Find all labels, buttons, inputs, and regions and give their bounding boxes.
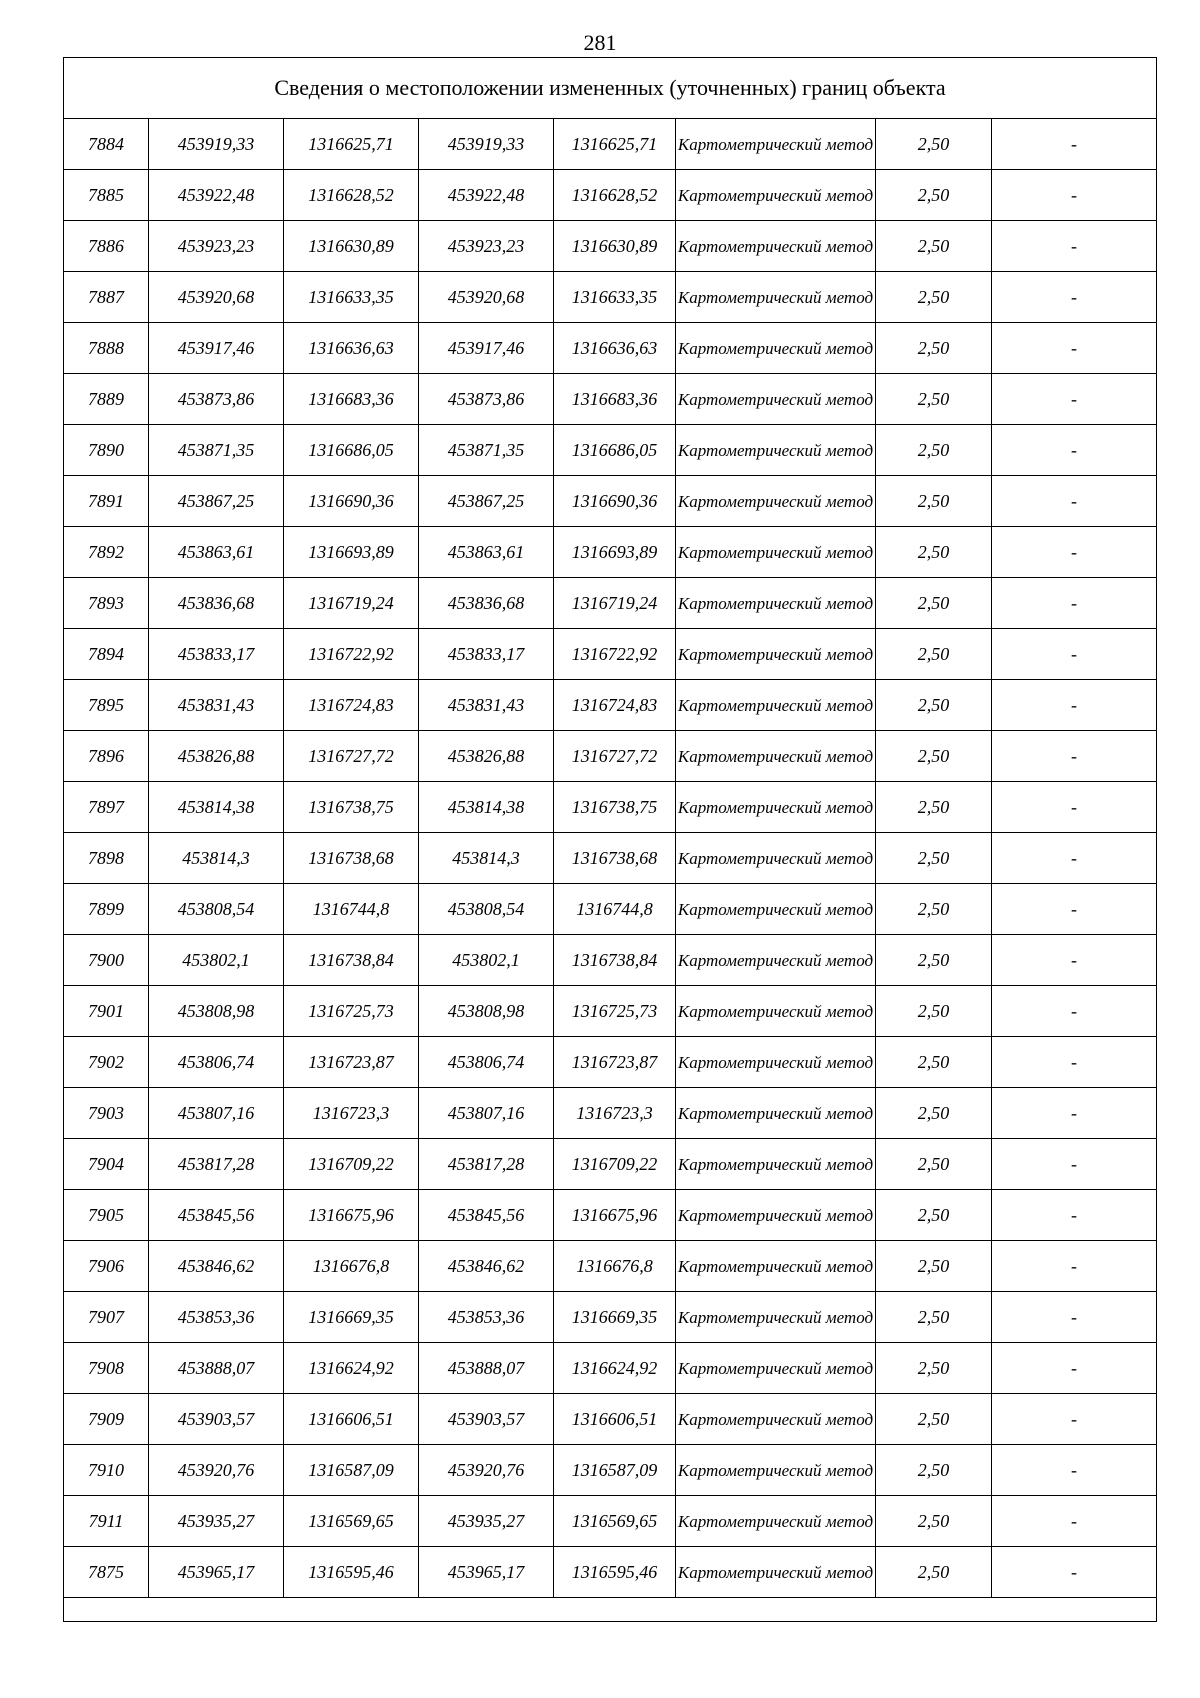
y-existing-cell: 1316738,75 xyxy=(284,782,419,833)
table-row xyxy=(64,731,1157,782)
x-existing-cell: 453965,17 xyxy=(149,1547,284,1598)
point-number-cell: 7902 xyxy=(64,1037,149,1088)
accuracy-cell: 2,50 xyxy=(876,527,992,578)
x-new-cell: 453917,46 xyxy=(419,323,554,374)
y-new-cell: 1316624,92 xyxy=(554,1343,676,1394)
point-number-cell: 7893 xyxy=(64,578,149,629)
method-cell: Картометрический метод xyxy=(676,578,876,629)
x-existing-cell: 453814,38 xyxy=(149,782,284,833)
y-new-cell: 1316693,89 xyxy=(554,527,676,578)
description-cell: - xyxy=(992,1241,1157,1292)
y-existing-cell: 1316727,72 xyxy=(284,731,419,782)
method-cell: Картометрический метод xyxy=(676,119,876,170)
y-existing-cell: 1316709,22 xyxy=(284,1139,419,1190)
x-new-cell: 453853,36 xyxy=(419,1292,554,1343)
point-number-cell: 7907 xyxy=(64,1292,149,1343)
x-new-cell: 453920,68 xyxy=(419,272,554,323)
x-existing-cell: 453923,23 xyxy=(149,221,284,272)
table-row xyxy=(64,170,1157,221)
y-existing-cell: 1316722,92 xyxy=(284,629,419,680)
y-new-cell: 1316595,46 xyxy=(554,1547,676,1598)
accuracy-cell: 2,50 xyxy=(876,1394,992,1445)
y-new-cell: 1316723,87 xyxy=(554,1037,676,1088)
point-number-cell: 7901 xyxy=(64,986,149,1037)
y-existing-cell: 1316595,46 xyxy=(284,1547,419,1598)
x-existing-cell: 453917,46 xyxy=(149,323,284,374)
x-existing-cell: 453903,57 xyxy=(149,1394,284,1445)
point-number-cell: 7910 xyxy=(64,1445,149,1496)
accuracy-cell: 2,50 xyxy=(876,1088,992,1139)
x-existing-cell: 453920,76 xyxy=(149,1445,284,1496)
method-cell: Картометрический метод xyxy=(676,1496,876,1547)
description-cell: - xyxy=(992,884,1157,935)
y-existing-cell: 1316636,63 xyxy=(284,323,419,374)
x-new-cell: 453814,3 xyxy=(419,833,554,884)
point-number-cell: 7875 xyxy=(64,1547,149,1598)
y-new-cell: 1316683,36 xyxy=(554,374,676,425)
y-existing-cell: 1316719,24 xyxy=(284,578,419,629)
y-existing-cell: 1316738,84 xyxy=(284,935,419,986)
table-row xyxy=(64,935,1157,986)
y-existing-cell: 1316723,3 xyxy=(284,1088,419,1139)
accuracy-cell: 2,50 xyxy=(876,1037,992,1088)
x-new-cell: 453845,56 xyxy=(419,1190,554,1241)
accuracy-cell: 2,50 xyxy=(876,323,992,374)
y-existing-cell: 1316723,87 xyxy=(284,1037,419,1088)
accuracy-cell: 2,50 xyxy=(876,170,992,221)
boundary-coordinates-table xyxy=(63,57,1157,1622)
table-row xyxy=(64,884,1157,935)
table-empty-row xyxy=(64,1598,1157,1622)
x-new-cell: 453888,07 xyxy=(419,1343,554,1394)
y-new-cell: 1316606,51 xyxy=(554,1394,676,1445)
point-number-cell: 7888 xyxy=(64,323,149,374)
point-number-cell: 7894 xyxy=(64,629,149,680)
y-existing-cell: 1316724,83 xyxy=(284,680,419,731)
method-cell: Картометрический метод xyxy=(676,476,876,527)
y-existing-cell: 1316628,52 xyxy=(284,170,419,221)
method-cell: Картометрический метод xyxy=(676,323,876,374)
x-existing-cell: 453863,61 xyxy=(149,527,284,578)
y-new-cell: 1316738,68 xyxy=(554,833,676,884)
y-new-cell: 1316725,73 xyxy=(554,986,676,1037)
accuracy-cell: 2,50 xyxy=(876,680,992,731)
table-row xyxy=(64,680,1157,731)
point-number-cell: 7908 xyxy=(64,1343,149,1394)
y-new-cell: 1316676,8 xyxy=(554,1241,676,1292)
point-number-cell: 7909 xyxy=(64,1394,149,1445)
x-existing-cell: 453853,36 xyxy=(149,1292,284,1343)
accuracy-cell: 2,50 xyxy=(876,1241,992,1292)
point-number-cell: 7899 xyxy=(64,884,149,935)
point-number-cell: 7886 xyxy=(64,221,149,272)
x-new-cell: 453806,74 xyxy=(419,1037,554,1088)
description-cell: - xyxy=(992,1139,1157,1190)
x-existing-cell: 453867,25 xyxy=(149,476,284,527)
x-existing-cell: 453826,88 xyxy=(149,731,284,782)
x-existing-cell: 453920,68 xyxy=(149,272,284,323)
table-row xyxy=(64,578,1157,629)
table-row xyxy=(64,1343,1157,1394)
y-new-cell: 1316630,89 xyxy=(554,221,676,272)
table-row xyxy=(64,221,1157,272)
method-cell: Картометрический метод xyxy=(676,1241,876,1292)
y-existing-cell: 1316686,05 xyxy=(284,425,419,476)
y-new-cell: 1316669,35 xyxy=(554,1292,676,1343)
table-row xyxy=(64,1496,1157,1547)
x-new-cell: 453965,17 xyxy=(419,1547,554,1598)
description-cell: - xyxy=(992,935,1157,986)
point-number-cell: 7905 xyxy=(64,1190,149,1241)
x-new-cell: 453846,62 xyxy=(419,1241,554,1292)
point-number-cell: 7897 xyxy=(64,782,149,833)
point-number-cell: 7896 xyxy=(64,731,149,782)
x-existing-cell: 453871,35 xyxy=(149,425,284,476)
x-new-cell: 453831,43 xyxy=(419,680,554,731)
method-cell: Картометрический метод xyxy=(676,629,876,680)
description-cell: - xyxy=(992,374,1157,425)
x-new-cell: 453871,35 xyxy=(419,425,554,476)
description-cell: - xyxy=(992,680,1157,731)
method-cell: Картометрический метод xyxy=(676,731,876,782)
accuracy-cell: 2,50 xyxy=(876,833,992,884)
x-existing-cell: 453922,48 xyxy=(149,170,284,221)
table-row xyxy=(64,374,1157,425)
point-number-cell: 7885 xyxy=(64,170,149,221)
x-existing-cell: 453807,16 xyxy=(149,1088,284,1139)
x-new-cell: 453867,25 xyxy=(419,476,554,527)
table-row xyxy=(64,272,1157,323)
y-new-cell: 1316738,75 xyxy=(554,782,676,833)
y-existing-cell: 1316630,89 xyxy=(284,221,419,272)
table-row xyxy=(64,986,1157,1037)
y-existing-cell: 1316744,8 xyxy=(284,884,419,935)
point-number-cell: 7900 xyxy=(64,935,149,986)
x-new-cell: 453833,17 xyxy=(419,629,554,680)
y-new-cell: 1316636,63 xyxy=(554,323,676,374)
y-existing-cell: 1316676,8 xyxy=(284,1241,419,1292)
accuracy-cell: 2,50 xyxy=(876,935,992,986)
y-existing-cell: 1316606,51 xyxy=(284,1394,419,1445)
method-cell: Картометрический метод xyxy=(676,221,876,272)
x-existing-cell: 453935,27 xyxy=(149,1496,284,1547)
description-cell: - xyxy=(992,170,1157,221)
description-cell: - xyxy=(992,1445,1157,1496)
table-row xyxy=(64,527,1157,578)
page-number: 281 xyxy=(583,30,617,55)
description-cell: - xyxy=(992,1394,1157,1445)
table-row xyxy=(64,1241,1157,1292)
method-cell: Картометрический метод xyxy=(676,1190,876,1241)
method-cell: Картометрический метод xyxy=(676,884,876,935)
point-number-cell: 7911 xyxy=(64,1496,149,1547)
y-existing-cell: 1316738,68 xyxy=(284,833,419,884)
y-new-cell: 1316686,05 xyxy=(554,425,676,476)
y-existing-cell: 1316675,96 xyxy=(284,1190,419,1241)
description-cell: - xyxy=(992,272,1157,323)
method-cell: Картометрический метод xyxy=(676,1139,876,1190)
table-title-row xyxy=(64,58,1157,119)
x-new-cell: 453807,16 xyxy=(419,1088,554,1139)
empty-cell xyxy=(64,1598,1157,1622)
y-new-cell: 1316628,52 xyxy=(554,170,676,221)
point-number-cell: 7887 xyxy=(64,272,149,323)
description-cell: - xyxy=(992,1496,1157,1547)
x-new-cell: 453863,61 xyxy=(419,527,554,578)
x-new-cell: 453826,88 xyxy=(419,731,554,782)
accuracy-cell: 2,50 xyxy=(876,731,992,782)
table-row xyxy=(64,323,1157,374)
x-new-cell: 453814,38 xyxy=(419,782,554,833)
method-cell: Картометрический метод xyxy=(676,527,876,578)
point-number-cell: 7891 xyxy=(64,476,149,527)
point-number-cell: 7889 xyxy=(64,374,149,425)
table-title: Сведения о местоположении измененных (уточненных) границ объекта xyxy=(64,58,1157,119)
point-number-cell: 7895 xyxy=(64,680,149,731)
accuracy-cell: 2,50 xyxy=(876,119,992,170)
description-cell: - xyxy=(992,629,1157,680)
y-existing-cell: 1316693,89 xyxy=(284,527,419,578)
table-row xyxy=(64,1394,1157,1445)
x-existing-cell: 453873,86 xyxy=(149,374,284,425)
method-cell: Картометрический метод xyxy=(676,374,876,425)
accuracy-cell: 2,50 xyxy=(876,476,992,527)
accuracy-cell: 2,50 xyxy=(876,1343,992,1394)
description-cell: - xyxy=(992,1547,1157,1598)
description-cell: - xyxy=(992,782,1157,833)
x-new-cell: 453922,48 xyxy=(419,170,554,221)
point-number-cell: 7903 xyxy=(64,1088,149,1139)
y-new-cell: 1316727,72 xyxy=(554,731,676,782)
method-cell: Картометрический метод xyxy=(676,782,876,833)
description-cell: - xyxy=(992,833,1157,884)
method-cell: Картометрический метод xyxy=(676,425,876,476)
accuracy-cell: 2,50 xyxy=(876,1496,992,1547)
method-cell: Картометрический метод xyxy=(676,1343,876,1394)
method-cell: Картометрический метод xyxy=(676,986,876,1037)
method-cell: Картометрический метод xyxy=(676,1445,876,1496)
description-cell: - xyxy=(992,1292,1157,1343)
method-cell: Картометрический метод xyxy=(676,272,876,323)
method-cell: Картометрический метод xyxy=(676,1088,876,1139)
description-cell: - xyxy=(992,323,1157,374)
y-existing-cell: 1316625,71 xyxy=(284,119,419,170)
method-cell: Картометрический метод xyxy=(676,1547,876,1598)
x-new-cell: 453920,76 xyxy=(419,1445,554,1496)
x-existing-cell: 453808,54 xyxy=(149,884,284,935)
accuracy-cell: 2,50 xyxy=(876,1190,992,1241)
description-cell: - xyxy=(992,986,1157,1037)
table-row xyxy=(64,425,1157,476)
accuracy-cell: 2,50 xyxy=(876,1139,992,1190)
x-existing-cell: 453808,98 xyxy=(149,986,284,1037)
y-new-cell: 1316625,71 xyxy=(554,119,676,170)
table-row xyxy=(64,1037,1157,1088)
y-existing-cell: 1316683,36 xyxy=(284,374,419,425)
accuracy-cell: 2,50 xyxy=(876,1547,992,1598)
description-cell: - xyxy=(992,476,1157,527)
accuracy-cell: 2,50 xyxy=(876,1292,992,1343)
y-new-cell: 1316675,96 xyxy=(554,1190,676,1241)
x-existing-cell: 453845,56 xyxy=(149,1190,284,1241)
description-cell: - xyxy=(992,221,1157,272)
x-existing-cell: 453817,28 xyxy=(149,1139,284,1190)
y-new-cell: 1316709,22 xyxy=(554,1139,676,1190)
accuracy-cell: 2,50 xyxy=(876,884,992,935)
x-new-cell: 453935,27 xyxy=(419,1496,554,1547)
method-cell: Картометрический метод xyxy=(676,1292,876,1343)
y-new-cell: 1316722,92 xyxy=(554,629,676,680)
description-cell: - xyxy=(992,578,1157,629)
table-row xyxy=(64,1190,1157,1241)
accuracy-cell: 2,50 xyxy=(876,1445,992,1496)
description-cell: - xyxy=(992,731,1157,782)
method-cell: Картометрический метод xyxy=(676,1394,876,1445)
table-row xyxy=(64,476,1157,527)
x-existing-cell: 453831,43 xyxy=(149,680,284,731)
y-new-cell: 1316723,3 xyxy=(554,1088,676,1139)
x-existing-cell: 453814,3 xyxy=(149,833,284,884)
table-row xyxy=(64,1088,1157,1139)
x-existing-cell: 453802,1 xyxy=(149,935,284,986)
accuracy-cell: 2,50 xyxy=(876,578,992,629)
point-number-cell: 7898 xyxy=(64,833,149,884)
accuracy-cell: 2,50 xyxy=(876,986,992,1037)
y-new-cell: 1316738,84 xyxy=(554,935,676,986)
point-number-cell: 7890 xyxy=(64,425,149,476)
table-row xyxy=(64,782,1157,833)
y-existing-cell: 1316624,92 xyxy=(284,1343,419,1394)
description-cell: - xyxy=(992,1343,1157,1394)
x-new-cell: 453873,86 xyxy=(419,374,554,425)
table-row xyxy=(64,1139,1157,1190)
description-cell: - xyxy=(992,527,1157,578)
y-new-cell: 1316633,35 xyxy=(554,272,676,323)
method-cell: Картометрический метод xyxy=(676,833,876,884)
accuracy-cell: 2,50 xyxy=(876,221,992,272)
point-number-cell: 7904 xyxy=(64,1139,149,1190)
x-new-cell: 453808,98 xyxy=(419,986,554,1037)
y-new-cell: 1316690,36 xyxy=(554,476,676,527)
method-cell: Картометрический метод xyxy=(676,170,876,221)
x-existing-cell: 453836,68 xyxy=(149,578,284,629)
x-new-cell: 453836,68 xyxy=(419,578,554,629)
x-existing-cell: 453846,62 xyxy=(149,1241,284,1292)
x-existing-cell: 453919,33 xyxy=(149,119,284,170)
description-cell: - xyxy=(992,425,1157,476)
x-existing-cell: 453833,17 xyxy=(149,629,284,680)
description-cell: - xyxy=(992,1037,1157,1088)
y-existing-cell: 1316569,65 xyxy=(284,1496,419,1547)
description-cell: - xyxy=(992,1190,1157,1241)
x-new-cell: 453923,23 xyxy=(419,221,554,272)
point-number-cell: 7892 xyxy=(64,527,149,578)
y-existing-cell: 1316587,09 xyxy=(284,1445,419,1496)
y-new-cell: 1316587,09 xyxy=(554,1445,676,1496)
y-existing-cell: 1316633,35 xyxy=(284,272,419,323)
x-new-cell: 453817,28 xyxy=(419,1139,554,1190)
y-existing-cell: 1316725,73 xyxy=(284,986,419,1037)
y-new-cell: 1316569,65 xyxy=(554,1496,676,1547)
method-cell: Картометрический метод xyxy=(676,680,876,731)
y-new-cell: 1316744,8 xyxy=(554,884,676,935)
x-new-cell: 453919,33 xyxy=(419,119,554,170)
accuracy-cell: 2,50 xyxy=(876,782,992,833)
y-new-cell: 1316724,83 xyxy=(554,680,676,731)
description-cell: - xyxy=(992,1088,1157,1139)
accuracy-cell: 2,50 xyxy=(876,374,992,425)
accuracy-cell: 2,50 xyxy=(876,272,992,323)
accuracy-cell: 2,50 xyxy=(876,629,992,680)
description-cell: - xyxy=(992,119,1157,170)
point-number-cell: 7884 xyxy=(64,119,149,170)
x-new-cell: 453808,54 xyxy=(419,884,554,935)
method-cell: Картометрический метод xyxy=(676,935,876,986)
y-existing-cell: 1316669,35 xyxy=(284,1292,419,1343)
y-new-cell: 1316719,24 xyxy=(554,578,676,629)
x-new-cell: 453903,57 xyxy=(419,1394,554,1445)
table-row xyxy=(64,119,1157,170)
x-existing-cell: 453888,07 xyxy=(149,1343,284,1394)
table-row xyxy=(64,629,1157,680)
table-row xyxy=(64,1445,1157,1496)
point-number-cell: 7906 xyxy=(64,1241,149,1292)
y-existing-cell: 1316690,36 xyxy=(284,476,419,527)
x-existing-cell: 453806,74 xyxy=(149,1037,284,1088)
method-cell: Картометрический метод xyxy=(676,1037,876,1088)
table-row xyxy=(64,1547,1157,1598)
accuracy-cell: 2,50 xyxy=(876,425,992,476)
table-row xyxy=(64,833,1157,884)
table-row xyxy=(64,1292,1157,1343)
x-new-cell: 453802,1 xyxy=(419,935,554,986)
